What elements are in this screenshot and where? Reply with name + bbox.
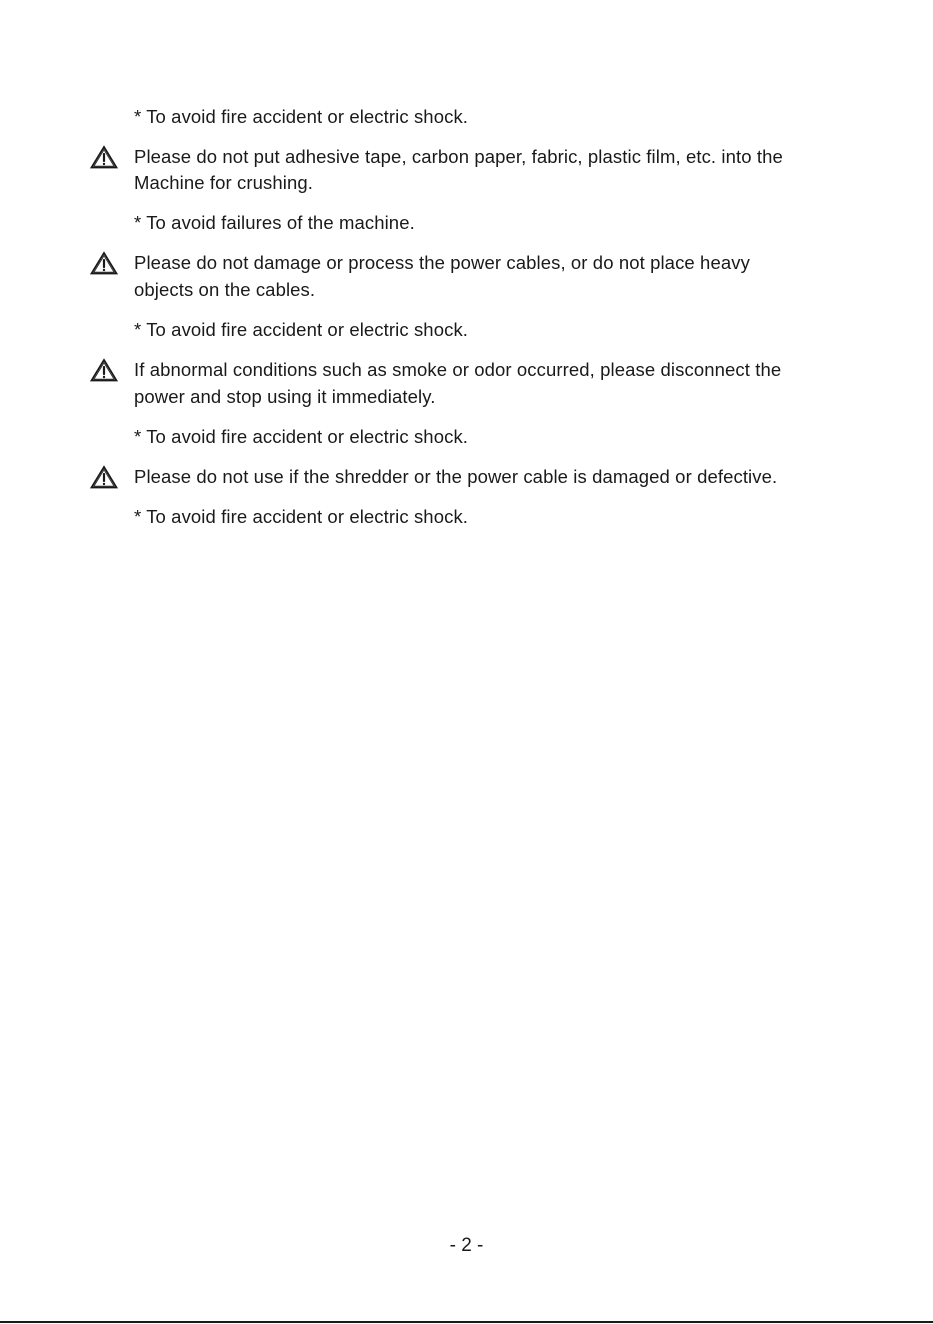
note-text: * To avoid fire accident or electric shock. (134, 106, 469, 127)
warning-text: Machine for crushing. (134, 172, 313, 193)
bottom-rule (0, 1321, 933, 1323)
page-number: - 2 - (449, 1235, 484, 1256)
note-text: * To avoid fire accident or electric shock. (134, 426, 469, 447)
warning-triangle-icon (90, 465, 118, 489)
note-text: * To avoid fire accident or electric shock. (134, 506, 469, 527)
warning-text: Please do not damage or process the power cables, or do not place heavy (134, 252, 750, 273)
warning-text: Please do not put adhesive tape, carbon paper, fabric, plastic film, etc. into the (134, 146, 783, 167)
warning-text: objects on the cables. (134, 279, 316, 300)
warning-triangle-icon (90, 145, 118, 169)
warning-triangle-icon (90, 358, 118, 382)
note-text: * To avoid failures of the machine. (134, 212, 415, 233)
warning-triangle-icon (90, 251, 118, 275)
warning-text: power and stop using it immediately. (134, 386, 436, 407)
note-text: * To avoid fire accident or electric shock. (134, 319, 469, 340)
warning-text: Please do not use if the shredder or the power cable is damaged or defective. (134, 466, 778, 487)
warning-text: If abnormal conditions such as smoke or odor occurred, please disconnect the (134, 359, 782, 380)
